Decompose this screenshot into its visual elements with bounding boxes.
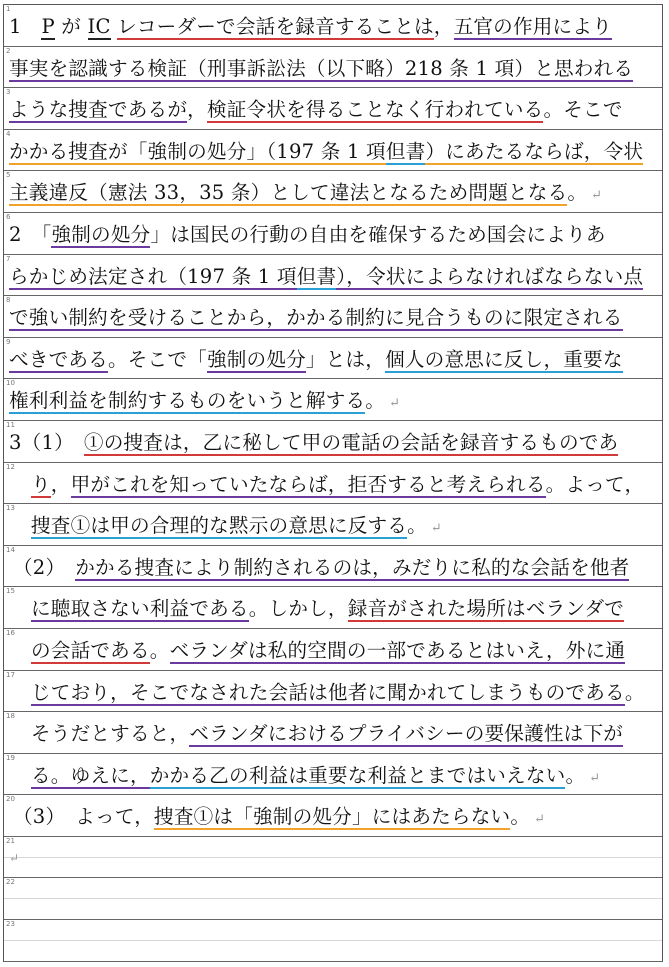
line-text bbox=[31, 721, 623, 747]
line-text bbox=[31, 513, 442, 542]
line-text bbox=[13, 555, 629, 581]
line-number: 16 bbox=[6, 628, 15, 637]
text-segment: 強制の処分 bbox=[206, 347, 306, 371]
return-mark: ↵ bbox=[389, 396, 401, 412]
sheet-line bbox=[4, 754, 662, 796]
text-segment: 2 「 bbox=[9, 222, 52, 246]
line-text bbox=[31, 596, 624, 622]
sheet-line bbox=[4, 463, 662, 505]
text-segment: が bbox=[54, 15, 88, 38]
text-segment: ①の捜査は，乙に秘して甲の電話の会話を録音するものであ bbox=[83, 430, 619, 454]
line-number: 8 bbox=[6, 296, 11, 305]
sheet-line bbox=[4, 171, 662, 213]
text-segment: 。 bbox=[365, 389, 386, 413]
text-segment: 。そこで「 bbox=[107, 347, 207, 371]
text-segment: 捜査①は甲の合理的な黙示の意思に反する bbox=[31, 514, 408, 538]
sheet-line bbox=[4, 255, 662, 297]
line-text bbox=[9, 97, 623, 123]
text-segment: 強制の処分 bbox=[51, 222, 151, 246]
text-segment: 。 bbox=[567, 181, 588, 205]
text-segment: 事実を認識する検証（刑事訴訟法（以下略）218 条 1 項）と思われる bbox=[9, 56, 634, 80]
sheet-line bbox=[4, 795, 662, 837]
text-segment: 3（1） bbox=[9, 430, 84, 454]
text-segment: る。ゆえに， bbox=[31, 763, 150, 787]
line-text bbox=[9, 430, 618, 456]
line-number: 12 bbox=[6, 462, 15, 471]
line-text bbox=[31, 763, 600, 792]
line-text bbox=[9, 222, 606, 248]
sheet-line bbox=[4, 878, 662, 920]
line-number: 3 bbox=[6, 88, 11, 97]
answer-sheet bbox=[3, 4, 663, 962]
text-segment: 。 bbox=[149, 638, 170, 662]
text-segment: ）にあたるならば，令状 bbox=[425, 139, 644, 163]
sheet-line bbox=[4, 47, 662, 89]
return-mark: ↵ bbox=[9, 850, 20, 865]
line-number: 11 bbox=[6, 420, 15, 429]
text-segment: 捜査①は「強制の処分」にはあたらない bbox=[154, 805, 511, 829]
line-text bbox=[9, 56, 633, 82]
sheet-line bbox=[4, 629, 662, 671]
line-text bbox=[9, 305, 623, 331]
text-segment: ， bbox=[433, 15, 454, 38]
text-segment: 但書 bbox=[385, 139, 426, 163]
line-number: 6 bbox=[6, 212, 11, 221]
text-segment: 但書 bbox=[296, 264, 337, 288]
line-number: 17 bbox=[6, 670, 15, 679]
text-segment: 。 bbox=[624, 680, 645, 704]
text-segment: 権利利益を制約するものをいうと解する bbox=[9, 389, 366, 413]
text-segment: じており，そこでなされた会話は他者に聞かれてしまうものである bbox=[31, 680, 625, 704]
line-number: 13 bbox=[6, 504, 15, 513]
line-number: 10 bbox=[6, 379, 15, 388]
line-text bbox=[13, 804, 545, 833]
line-number: 15 bbox=[6, 587, 15, 596]
text-segment: （3） よって， bbox=[13, 805, 155, 829]
line-number: 9 bbox=[6, 337, 11, 346]
line-number: 22 bbox=[6, 878, 15, 887]
text-segment: 。よって， bbox=[545, 472, 645, 496]
line-text bbox=[31, 680, 645, 706]
text-segment: ベランダにおけるプライバシーの要保護性は下が bbox=[189, 722, 624, 746]
sheet-line bbox=[4, 546, 662, 588]
sheet-line bbox=[4, 712, 662, 754]
text-segment: 甲がこれを知っていたならば，拒否すると考えられる bbox=[70, 472, 546, 496]
sheet-line bbox=[4, 338, 662, 380]
line-number: 14 bbox=[6, 545, 15, 554]
sheet-line bbox=[4, 920, 662, 962]
text-segment: 個人の意思に反し，重要な bbox=[385, 347, 623, 371]
sheet-line bbox=[4, 504, 662, 546]
text-segment: （2） bbox=[13, 555, 76, 579]
text-segment: 検証令状を得ることなく行われている bbox=[206, 98, 544, 122]
text-segment: 。 bbox=[565, 763, 586, 787]
text-segment: 五官の作用により bbox=[453, 15, 612, 38]
text-segment: レコーダーで会話を録音することは bbox=[117, 15, 434, 38]
line-text bbox=[9, 347, 623, 373]
text-segment: そうだとすると， bbox=[31, 722, 190, 746]
text-segment: の会話である bbox=[31, 638, 150, 662]
line-number: 19 bbox=[6, 753, 15, 762]
text-segment: 。しかし， bbox=[248, 597, 348, 621]
line-text bbox=[9, 139, 643, 165]
sheet-line bbox=[4, 130, 662, 172]
return-mark: ↵ bbox=[591, 188, 603, 204]
text-segment: 」とは， bbox=[305, 347, 386, 371]
sheet-line bbox=[4, 837, 662, 879]
return-mark: ↵ bbox=[430, 521, 442, 537]
sheet-line bbox=[4, 296, 662, 338]
line-text bbox=[9, 388, 400, 417]
return-mark: ↵ bbox=[534, 812, 546, 828]
text-segment: 主義違反（憲法 33，35 条）として違法となるため問題となる bbox=[9, 181, 568, 205]
line-text bbox=[9, 180, 602, 209]
text-segment: べきである bbox=[9, 347, 108, 371]
line-number: 7 bbox=[6, 254, 11, 263]
text-segment: ），令状によらなければならない点 bbox=[336, 264, 644, 288]
line-number: 23 bbox=[6, 920, 15, 929]
sheet-line bbox=[4, 421, 662, 463]
text-segment: ， bbox=[187, 98, 207, 122]
sheet-line bbox=[4, 671, 662, 713]
text-segment: ， bbox=[50, 472, 71, 496]
text-segment: 録音がされた場所はベランダで bbox=[347, 597, 625, 621]
sheet-line bbox=[4, 587, 662, 629]
line-text bbox=[9, 14, 612, 40]
text-segment: かかる捜査が「強制の処分」（197 条 1 項 bbox=[9, 139, 386, 163]
text-segment: 。 bbox=[510, 805, 531, 829]
line-number: 2 bbox=[6, 46, 11, 55]
return-mark: ↵ bbox=[589, 770, 601, 786]
text-segment: ベランダは私的空間の一部であるとはいえ，外に通 bbox=[169, 638, 626, 662]
line-number: 20 bbox=[6, 795, 15, 804]
line-text bbox=[31, 638, 625, 664]
text-segment: り bbox=[31, 472, 51, 496]
text-segment: IC bbox=[87, 15, 111, 38]
text-segment: 1 bbox=[9, 15, 42, 38]
text-segment: らかじめ法定され（197 条 1 項 bbox=[9, 264, 297, 288]
text-segment: で強い制約を受けることから，かかる制約に見合うものに限定される bbox=[9, 306, 623, 330]
line-number: 18 bbox=[6, 712, 15, 721]
text-segment: かかる乙の利益は重要な利益とまではいえない bbox=[149, 763, 566, 787]
sheet-line bbox=[4, 5, 662, 47]
sheet-line bbox=[4, 213, 662, 255]
text-segment: かかる捜査により制約されるのは，みだりに私的な会話を他者 bbox=[75, 555, 630, 579]
text-segment: 。 bbox=[407, 514, 427, 538]
sheet-line bbox=[4, 88, 662, 130]
line-number: 4 bbox=[6, 129, 11, 138]
sheet-line bbox=[4, 379, 662, 421]
text-segment: P bbox=[41, 15, 55, 38]
line-number: 21 bbox=[6, 836, 15, 845]
text-segment: 。そこで bbox=[543, 98, 623, 122]
line-text bbox=[31, 472, 644, 498]
line-number: 1 bbox=[6, 5, 11, 13]
text-segment: 」は国民の行動の自由を確保するため国会によりあ bbox=[150, 222, 606, 246]
text-segment: に聴取さない利益である bbox=[31, 597, 249, 621]
line-number: 5 bbox=[6, 171, 11, 180]
line-text bbox=[9, 264, 643, 290]
text-segment: ような捜査であるが bbox=[9, 98, 188, 122]
